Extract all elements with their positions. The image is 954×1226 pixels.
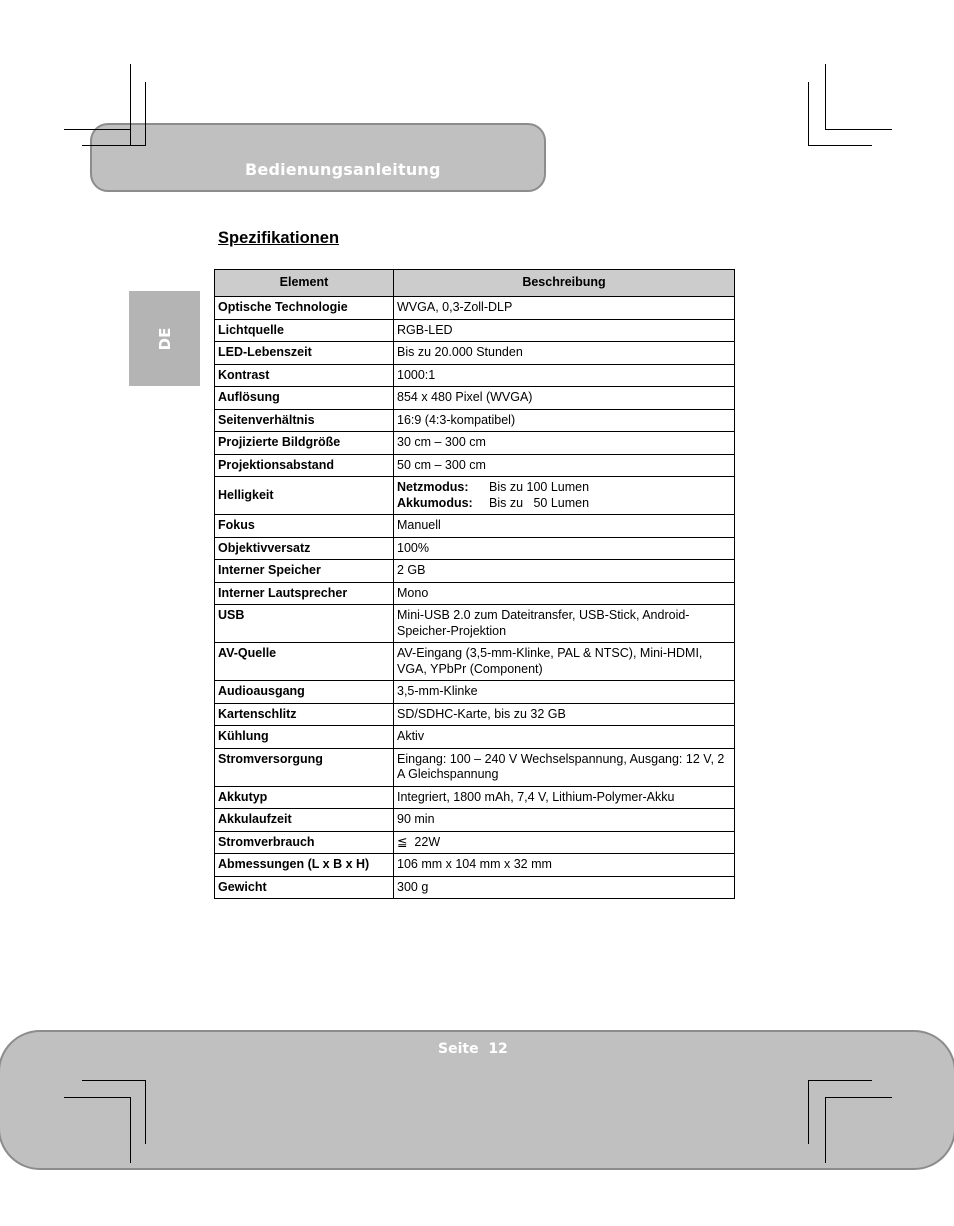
spec-value: Bis zu 20.000 Stunden: [394, 342, 735, 365]
table-row: [215, 854, 735, 877]
table-row: [215, 537, 735, 560]
spec-key: Fokus: [215, 515, 394, 538]
spec-value: Mono: [394, 582, 735, 605]
table-row: [215, 515, 735, 538]
spec-value-brightness: [394, 477, 735, 515]
crop-mark: [145, 82, 146, 146]
spec-key: USB: [215, 605, 394, 643]
spec-key: Seitenverhältnis: [215, 409, 394, 432]
table-row: [215, 809, 735, 832]
spec-key: Interner Speicher: [215, 560, 394, 583]
spec-value: SD/SDHC-Karte, bis zu 32 GB: [394, 703, 735, 726]
manual-title: Bedienungsanleitung: [245, 160, 441, 179]
spec-value: Mini-USB 2.0 zum Dateitransfer, USB-Stick, Android-Speicher-Projektion: [394, 605, 735, 643]
spec-key: Stromversorgung: [215, 748, 394, 786]
spec-key: Akkutyp: [215, 786, 394, 809]
crop-mark: [825, 129, 892, 130]
spec-key: Interner Lautsprecher: [215, 582, 394, 605]
spec-key: Projektionsabstand: [215, 454, 394, 477]
table-row: [215, 726, 735, 749]
crop-mark: [64, 129, 131, 130]
spec-value: 1000:1: [394, 364, 735, 387]
spec-key: Helligkeit: [215, 477, 394, 515]
table-row: [215, 748, 735, 786]
crop-mark: [130, 1097, 131, 1163]
crop-mark: [82, 145, 146, 146]
table-row: [215, 477, 735, 515]
table-row: [215, 409, 735, 432]
spec-value: WVGA, 0,3-Zoll-DLP: [394, 297, 735, 320]
table-row: [215, 432, 735, 455]
column-header-description: Beschreibung: [394, 270, 735, 297]
spec-value: 50 cm – 300 cm: [394, 454, 735, 477]
table-row: [215, 582, 735, 605]
table-header-row: [215, 270, 735, 297]
crop-mark: [825, 64, 826, 130]
column-header-element: Element: [215, 270, 394, 297]
spec-value: 106 mm x 104 mm x 32 mm: [394, 854, 735, 877]
page-number: Seite 12: [438, 1041, 508, 1057]
table-row: [215, 643, 735, 681]
section-title: Spezifikationen: [218, 229, 340, 247]
table-row: [215, 364, 735, 387]
spec-value: 90 min: [394, 809, 735, 832]
battery-mode-value: Bis zu 50 Lumen: [489, 495, 590, 510]
header-band: [90, 123, 546, 192]
spec-key: Abmessungen (L x B x H): [215, 854, 394, 877]
crop-mark: [82, 1080, 146, 1081]
crop-mark: [825, 1097, 892, 1098]
spec-value: 3,5-mm-Klinke: [394, 681, 735, 704]
spec-value: 300 g: [394, 876, 735, 899]
spec-value: Eingang: 100 – 240 V Wechselspannung, Ausgang: 12 V, 2 A Gleichspannung: [394, 748, 735, 786]
spec-value: 16:9 (4:3-kompatibel): [394, 409, 735, 432]
crop-mark: [808, 82, 809, 146]
spec-key: Kartenschlitz: [215, 703, 394, 726]
table-row: [215, 454, 735, 477]
crop-mark: [130, 64, 131, 146]
spec-key: Objektivversatz: [215, 537, 394, 560]
spec-key: Stromverbrauch: [215, 831, 394, 854]
spec-value: Integriert, 1800 mAh, 7,4 V, Lithium-Polymer-Akku: [394, 786, 735, 809]
table-row: [215, 786, 735, 809]
spec-value: 100%: [394, 537, 735, 560]
spec-value: 2 GB: [394, 560, 735, 583]
mains-mode-label: Netzmodus:: [397, 480, 469, 494]
spec-key: Auflösung: [215, 387, 394, 410]
crop-mark: [145, 1080, 146, 1144]
crop-mark: [808, 1080, 809, 1144]
table-row: [215, 319, 735, 342]
spec-key: LED-Lebenszeit: [215, 342, 394, 365]
spec-value: Manuell: [394, 515, 735, 538]
spec-value: AV-Eingang (3,5-mm-Klinke, PAL & NTSC), Mini-HDMI, VGA, YPbPr (Component): [394, 643, 735, 681]
mains-mode-value: Bis zu 100 Lumen: [489, 480, 590, 494]
spec-value: ≦ 22W: [394, 831, 735, 854]
spec-value: 30 cm – 300 cm: [394, 432, 735, 455]
spec-key: Gewicht: [215, 876, 394, 899]
table-row: [215, 297, 735, 320]
spec-value: Aktiv: [394, 726, 735, 749]
language-label: DE: [155, 327, 174, 350]
brightness-mains-line: [397, 480, 731, 496]
spec-value: RGB-LED: [394, 319, 735, 342]
table-row: [215, 387, 735, 410]
spec-key: Optische Technologie: [215, 297, 394, 320]
spec-key: Lichtquelle: [215, 319, 394, 342]
table-row: [215, 876, 735, 899]
crop-mark: [825, 1097, 826, 1163]
table-row: [215, 342, 735, 365]
brightness-battery-line: [397, 496, 731, 512]
spec-key: Audioausgang: [215, 681, 394, 704]
table-row: [215, 703, 735, 726]
table-row: [215, 681, 735, 704]
crop-mark: [808, 1080, 872, 1081]
spec-value: 854 x 480 Pixel (WVGA): [394, 387, 735, 410]
specifications-table: [214, 269, 735, 899]
spec-key: Kontrast: [215, 364, 394, 387]
spec-key: Projizierte Bildgröße: [215, 432, 394, 455]
table-row: [215, 831, 735, 854]
language-tab: [129, 291, 200, 386]
spec-key: Akkulaufzeit: [215, 809, 394, 832]
crop-mark: [808, 145, 872, 146]
battery-mode-label: Akkumodus:: [397, 495, 473, 510]
spec-key: AV-Quelle: [215, 643, 394, 681]
spec-key: Kühlung: [215, 726, 394, 749]
crop-mark: [64, 1097, 131, 1098]
table-row: [215, 560, 735, 583]
table-row: [215, 605, 735, 643]
